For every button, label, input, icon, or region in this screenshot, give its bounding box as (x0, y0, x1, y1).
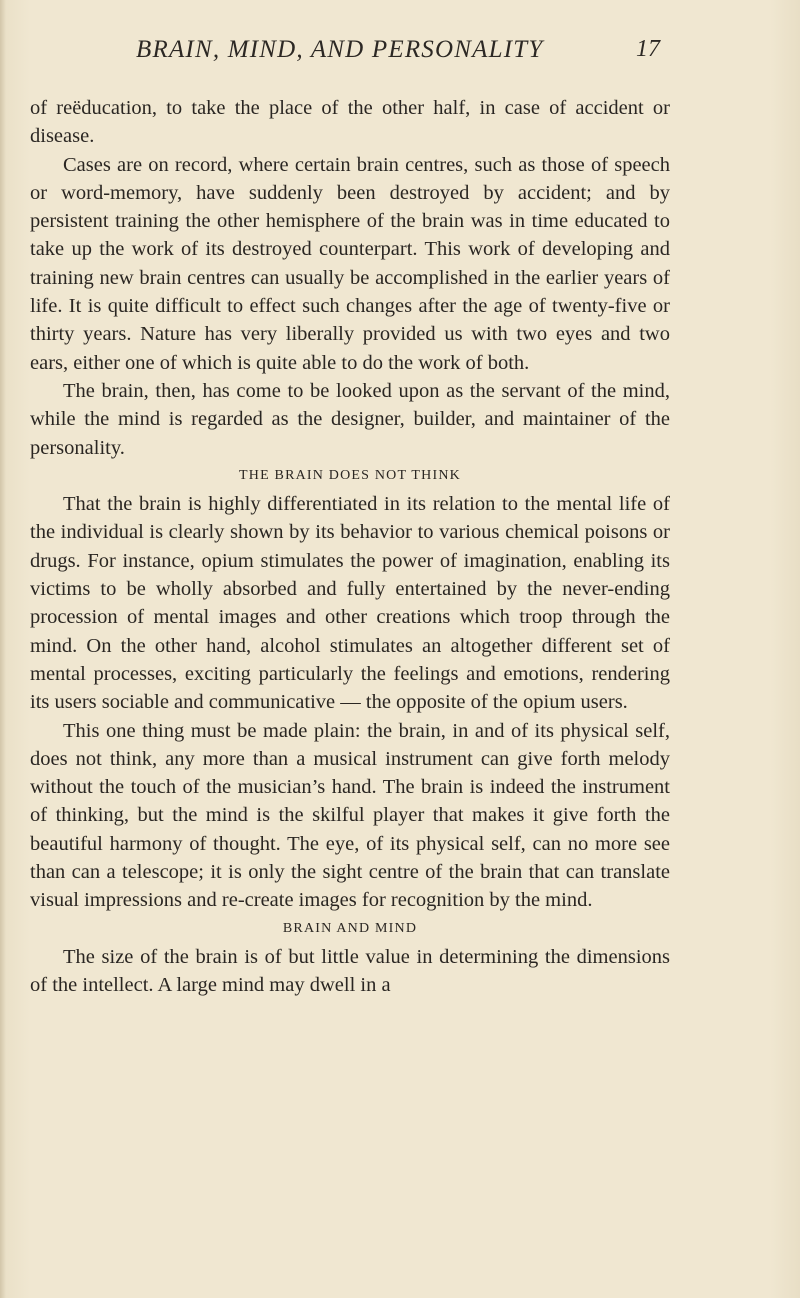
paragraph: That the brain is highly differentiated in its relation to the mental life of the individual is clearly shown by its behavior to various chemical poisons or drugs. For instance, opium stimulates the power of imagination, enabling its victims to be wholly absorbed and fully entertained by the never-ending procession of mental images and other creations which troop through the mind. On the other hand, alcohol stimulates an altogether different set of mental processes, exciting particularly the feelings and emotions, rendering its users sociable and communicative — the opposite of the opium users. (30, 493, 670, 714)
page-header (0, 36, 800, 72)
body-text (30, 94, 670, 1000)
section-heading: BRAIN AND MIND (282, 920, 418, 936)
page-number: 17 (636, 36, 660, 62)
paragraph: The size of the brain is of but little value in determining the dimensions of the intellect. A large mind may dwell in a (30, 945, 670, 997)
paragraph: Cases are on record, where certain brain centres, such as those of speech or word-memory, have suddenly been destroyed by accident; and by persistent training the other hemisphere of the brain was in time educated to take up the work of its destroyed counterpart. This work of developing and training new brain centres can usually be accomplished in the earlier years of life. It is quite difficult to effect such changes after the age of twenty-five or thirty years. Nature has very liberally provided us with two eyes and two ears, either one of which is quite able to do the work of both. (30, 153, 670, 374)
paragraph: of reëducation, to take the place of the other half, in case of accident or disease. (30, 97, 670, 148)
paragraph: The brain, then, has come to be looked upon as the servant of the mind, while the mind is regarded as the designer, builder, and maintainer of the personality. (30, 379, 670, 459)
paragraph: This one thing must be made plain: the brain, in and of its physical self, does not think, any more than a musical instrument can give forth melody without the touch of the musician’s hand. The brain is indeed the instrument of thinking, but the mind is the skilful player that makes it give forth the beautiful harmony of thought. The eye, of its physical self, can no more see than can a telescope; it is only the sight centre of the brain that can translate visual impressions and re-create images for recognition by the mind. (30, 719, 670, 912)
section-heading: THE BRAIN DOES NOT THINK (239, 467, 461, 483)
page-edge-shadow (0, 0, 6, 1298)
running-head: BRAIN, MIND, AND PERSONALITY (136, 36, 544, 63)
